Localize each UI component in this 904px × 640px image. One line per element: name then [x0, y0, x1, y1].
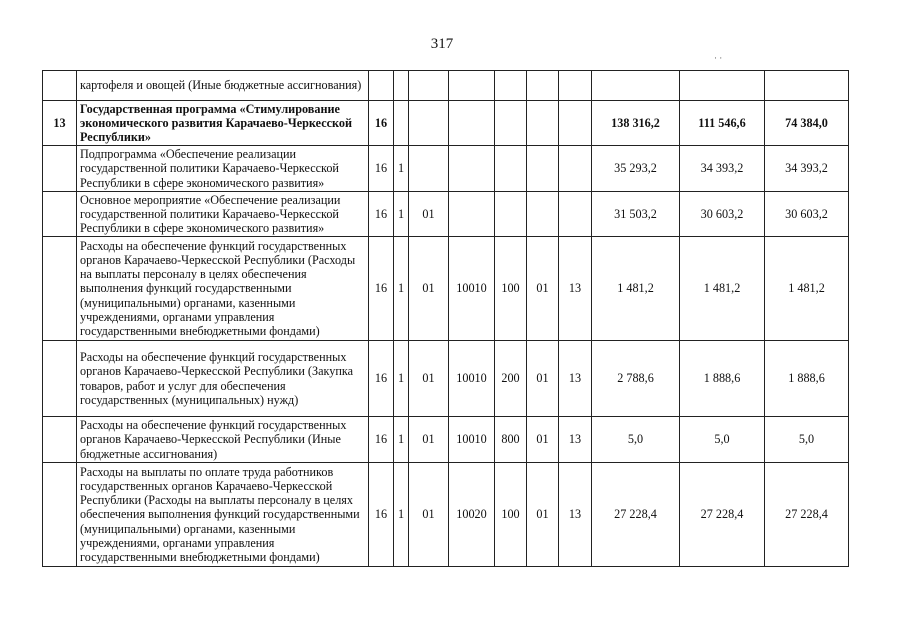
item-name-cell: Расходы на выплаты по оплате труда работников государственных органов Карачаево-Черкесской Республики (Расходы на выплаты персоналу в целях обеспечения выполнения функций государственными (муниципальными) органами, казенными учреждениями, органами управления государственными внебюджетными фондами): [77, 463, 369, 567]
code-section-cell: 01: [527, 463, 559, 567]
table-row: [43, 463, 849, 567]
code-ministry-cell: 16: [369, 417, 394, 463]
table-row: [43, 192, 849, 237]
table-row: [43, 71, 849, 101]
row-index-cell: [43, 341, 77, 417]
code-section-cell: [527, 192, 559, 237]
amount-year2-cell: 1 888,6: [680, 341, 765, 417]
item-name-cell: Основное мероприятие «Обеспечение реализации государственной политики Карачаево-Черкесской Республики в сфере экономического развития»: [77, 192, 369, 237]
code-subsection-cell: [559, 192, 592, 237]
row-index-cell: [43, 71, 77, 101]
amount-year2-cell: 27 228,4: [680, 463, 765, 567]
code-expense-type-cell: 100: [495, 237, 527, 341]
code-activity-cell: [409, 146, 449, 192]
code-subprogram-cell: 1: [394, 192, 409, 237]
code-activity-cell: 01: [409, 192, 449, 237]
code-subsection-cell: 13: [559, 341, 592, 417]
code-ministry-cell: 16: [369, 463, 394, 567]
row-index-cell: [43, 237, 77, 341]
amount-year1-cell: 27 228,4: [592, 463, 680, 567]
table-row: [43, 101, 849, 146]
code-subprogram-cell: 1: [394, 341, 409, 417]
amount-year3-cell: 1 888,6: [765, 341, 849, 417]
amount-year3-cell: 27 228,4: [765, 463, 849, 567]
code-expense-type-cell: 800: [495, 417, 527, 463]
amount-year1-cell: 31 503,2: [592, 192, 680, 237]
page-number: 317: [430, 36, 454, 52]
code-expense-type-cell: [495, 101, 527, 146]
code-subprogram-cell: 1: [394, 237, 409, 341]
code-subsection-cell: 13: [559, 237, 592, 341]
row-index-cell: [43, 417, 77, 463]
code-subsection-cell: [559, 101, 592, 146]
code-direction-cell: [449, 71, 495, 101]
code-subprogram-cell: 1: [394, 463, 409, 567]
row-index-cell: [43, 146, 77, 192]
item-name-cell: Расходы на обеспечение функций государственных органов Карачаево-Черкесской Республики (Иные бюджетные ассигнования): [77, 417, 369, 463]
item-name-cell: Подпрограмма «Обеспечение реализации государственной политики Карачаево-Черкесской Республики в сфере экономического развития»: [77, 146, 369, 192]
code-expense-type-cell: 100: [495, 463, 527, 567]
code-activity-cell: 01: [409, 237, 449, 341]
code-ministry-cell: 16: [369, 192, 394, 237]
code-section-cell: [527, 101, 559, 146]
code-subprogram-cell: 1: [394, 146, 409, 192]
amount-year2-cell: 5,0: [680, 417, 765, 463]
code-ministry-cell: 16: [369, 146, 394, 192]
code-subprogram-cell: [394, 101, 409, 146]
code-activity-cell: 01: [409, 463, 449, 567]
code-expense-type-cell: 200: [495, 341, 527, 417]
item-name-cell: картофеля и овощей (Иные бюджетные ассигнования): [77, 71, 369, 101]
code-direction-cell: [449, 146, 495, 192]
amount-year1-cell: [592, 71, 680, 101]
budget-table: [42, 70, 849, 567]
table-row: [43, 417, 849, 463]
amount-year1-cell: 138 316,2: [592, 101, 680, 146]
amount-year3-cell: 30 603,2: [765, 192, 849, 237]
code-ministry-cell: 16: [369, 101, 394, 146]
table-row: [43, 341, 849, 417]
amount-year1-cell: 35 293,2: [592, 146, 680, 192]
item-name-cell: Расходы на обеспечение функций государственных органов Карачаево-Черкесской Республики (Расходы на выплаты персоналу в целях обеспечения выполнения функций государственными (муниципальными) органами, казенными учреждениями, органами управления государственными внебюджетными фондами): [77, 237, 369, 341]
table-row: [43, 237, 849, 341]
code-activity-cell: 01: [409, 341, 449, 417]
amount-year3-cell: 1 481,2: [765, 237, 849, 341]
row-index-cell: [43, 192, 77, 237]
code-subsection-cell: [559, 146, 592, 192]
code-activity-cell: 01: [409, 417, 449, 463]
amount-year3-cell: 34 393,2: [765, 146, 849, 192]
amount-year1-cell: 5,0: [592, 417, 680, 463]
amount-year3-cell: [765, 71, 849, 101]
table-row: [43, 146, 849, 192]
code-direction-cell: 10010: [449, 237, 495, 341]
row-index-cell: 13: [43, 101, 77, 146]
code-section-cell: 01: [527, 341, 559, 417]
code-direction-cell: [449, 192, 495, 237]
amount-year2-cell: 30 603,2: [680, 192, 765, 237]
code-subsection-cell: [559, 71, 592, 101]
code-direction-cell: 10010: [449, 341, 495, 417]
amount-year2-cell: [680, 71, 765, 101]
code-activity-cell: [409, 101, 449, 146]
code-section-cell: [527, 146, 559, 192]
code-activity-cell: [409, 71, 449, 101]
code-ministry-cell: [369, 71, 394, 101]
code-expense-type-cell: [495, 146, 527, 192]
code-section-cell: 01: [527, 237, 559, 341]
code-direction-cell: 10020: [449, 463, 495, 567]
amount-year2-cell: 111 546,6: [680, 101, 765, 146]
table-body: [43, 71, 849, 567]
code-section-cell: [527, 71, 559, 101]
amount-year3-cell: 74 384,0: [765, 101, 849, 146]
code-direction-cell: 10010: [449, 417, 495, 463]
amount-year1-cell: 1 481,2: [592, 237, 680, 341]
amount-year1-cell: 2 788,6: [592, 341, 680, 417]
row-index-cell: [43, 463, 77, 567]
code-subsection-cell: 13: [559, 417, 592, 463]
item-name-cell: Расходы на обеспечение функций государственных органов Карачаево-Черкесской Республики (Закупка товаров, работ и услуг для обеспечения государственных (муниципальных) нужд): [77, 341, 369, 417]
amount-year2-cell: 1 481,2: [680, 237, 765, 341]
scan-speck: · ·: [714, 53, 723, 63]
code-subprogram-cell: 1: [394, 417, 409, 463]
code-ministry-cell: 16: [369, 237, 394, 341]
item-name-cell: Государственная программа «Стимулирование экономического развития Карачаево-Черкесской Республики»: [77, 101, 369, 146]
code-section-cell: 01: [527, 417, 559, 463]
code-subsection-cell: 13: [559, 463, 592, 567]
code-ministry-cell: 16: [369, 341, 394, 417]
code-expense-type-cell: [495, 192, 527, 237]
amount-year3-cell: 5,0: [765, 417, 849, 463]
code-direction-cell: [449, 101, 495, 146]
code-subprogram-cell: [394, 71, 409, 101]
code-expense-type-cell: [495, 71, 527, 101]
amount-year2-cell: 34 393,2: [680, 146, 765, 192]
